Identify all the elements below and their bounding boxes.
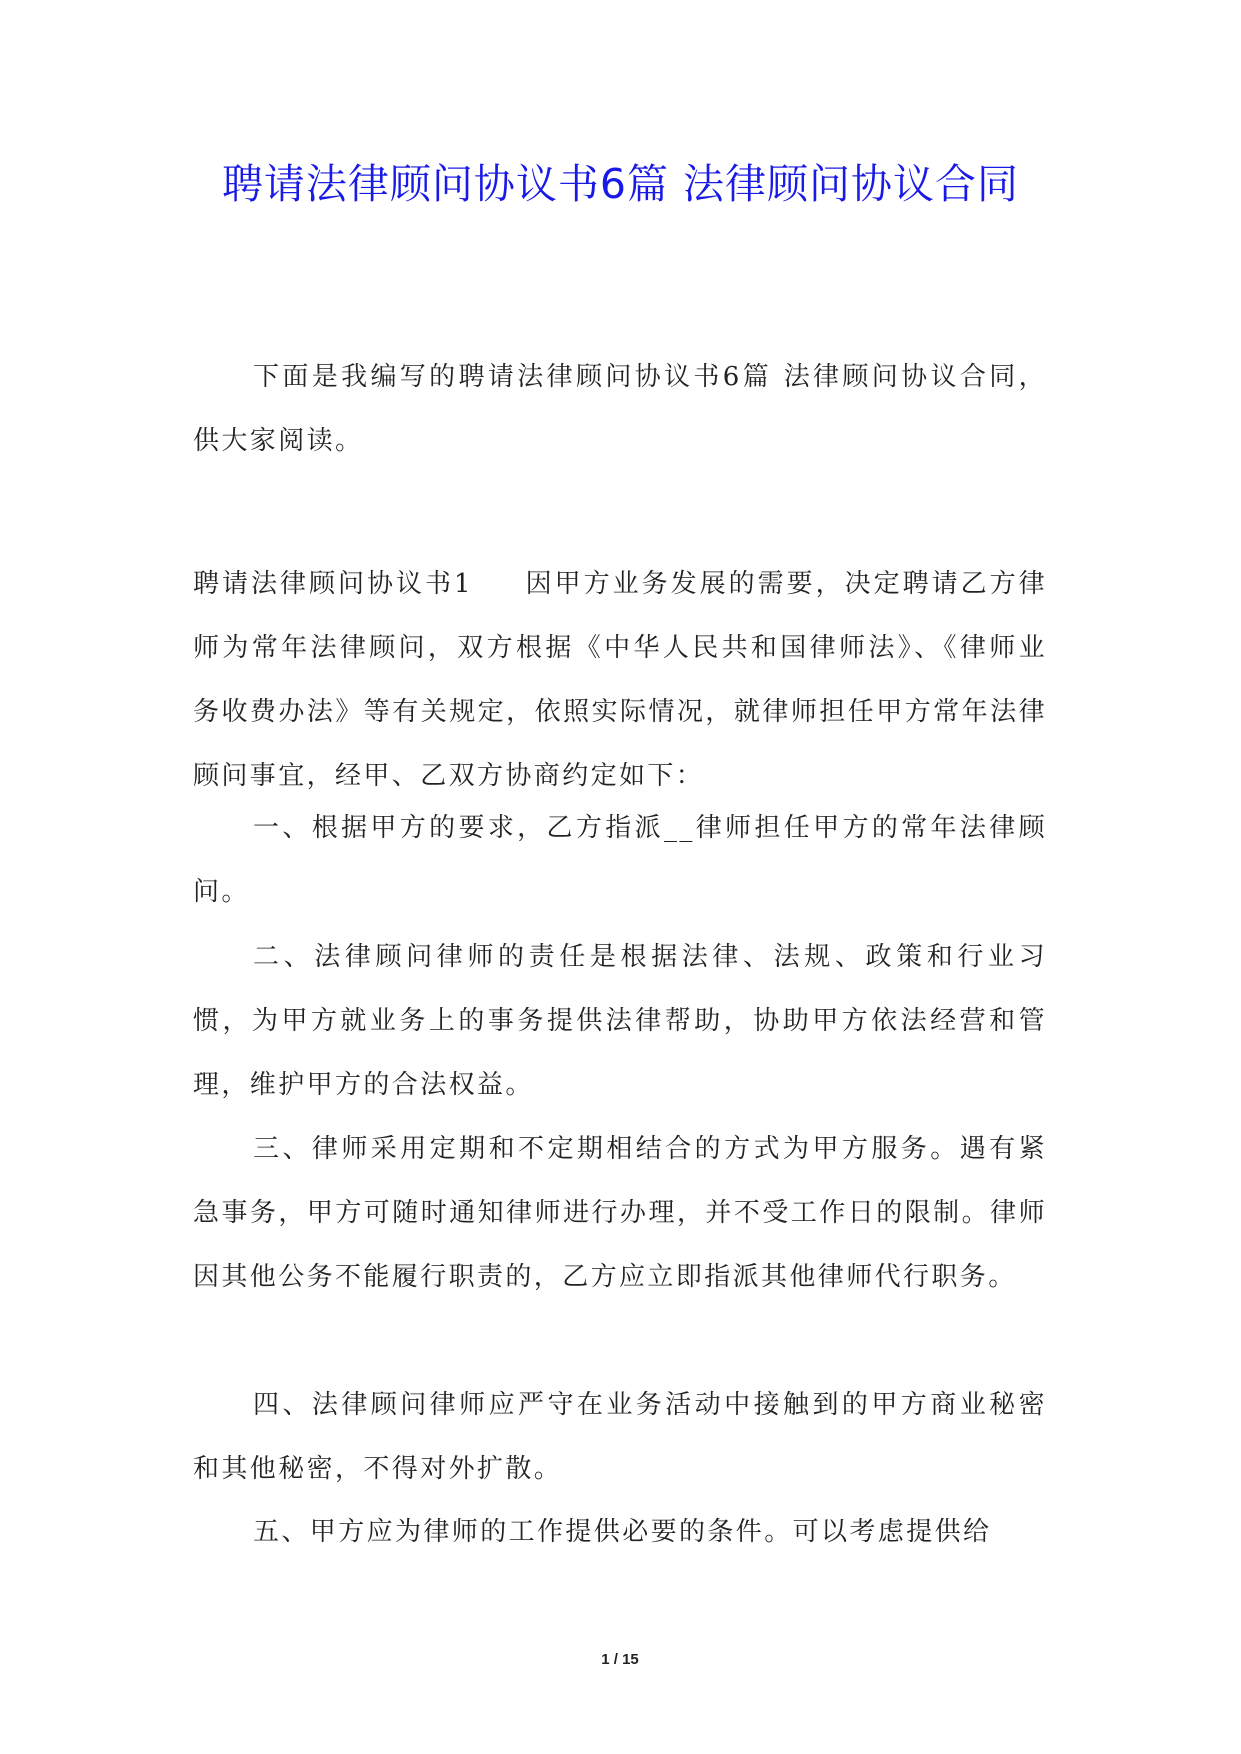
clause-4: 四、法律顾问律师应严守在业务活动中接触到的甲方商业秘密和其他秘密，不得对外扩散。 bbox=[193, 1390, 1047, 1484]
clause-5: 五、甲方应为律师的工作提供必要的条件。可以考虑提供给 bbox=[253, 1517, 992, 1547]
section-1-paragraph bbox=[193, 552, 1047, 808]
clause-3: 三、律师采用定期和不定期相结合的方式为甲方服务。遇有紧急事务，甲方可随时通知律师进行办理，并不受工作日的限制。律师因其他公务不能履行职责的，乙方应立即指派其他律师代行职务。 bbox=[193, 1134, 1047, 1292]
document-title: 聘请法律顾问协议书6篇 法律顾问协议合同 bbox=[221, 160, 1020, 208]
section-1-lead: 因甲方业务发展的需要，决定聘请乙方律师为常年法律顾问，双方根据《中华人民共和国律师法》、《律师业务收费办法》等有关规定，依照实际情况，就律师担任甲方常年法律顾问事宜，经甲、乙双方协商约定如下： bbox=[193, 569, 1048, 791]
section-1-heading: 聘请法律顾问协议书1 bbox=[193, 569, 473, 599]
clause-1: 一、根据甲方的要求，乙方指派__律师担任甲方的常年法律顾问。 bbox=[193, 813, 1047, 907]
clause-2: 二、法律顾问律师的责任是根据法律、法规、政策和行业习惯，为甲方就业务上的事务提供法律帮助，协助甲方依法经营和管理，维护甲方的合法权益。 bbox=[193, 942, 1047, 1100]
page-number: 1 / 15 bbox=[601, 1651, 639, 1668]
intro-paragraph: 下面是我编写的聘请法律顾问协议书6篇 法律顾问协议合同，供大家阅读。 bbox=[193, 362, 1047, 456]
